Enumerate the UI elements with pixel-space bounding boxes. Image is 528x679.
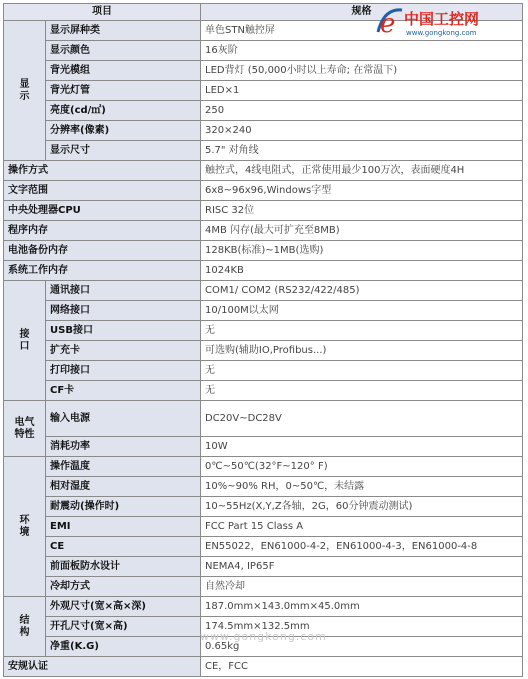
svg-text:e: e bbox=[380, 9, 396, 39]
row-value: 无 bbox=[201, 381, 523, 401]
row-label: 电池备份内存 bbox=[4, 241, 201, 261]
watermark: www.gongkong.com bbox=[200, 630, 327, 643]
table-row bbox=[4, 81, 523, 101]
row-label: 网络接口 bbox=[46, 301, 201, 321]
row-label: CE bbox=[46, 537, 201, 557]
structure-group-char: 结 bbox=[19, 614, 30, 626]
row-label: 操作方式 bbox=[4, 161, 201, 181]
display-group-text bbox=[8, 79, 41, 103]
row-value: 5.7" 对角线 bbox=[201, 141, 523, 161]
row-value: RISC 32位 bbox=[201, 201, 523, 221]
table-row bbox=[4, 181, 523, 201]
certification-label: 安规认证 bbox=[4, 657, 201, 677]
table-row bbox=[4, 161, 523, 181]
table-row bbox=[4, 477, 523, 497]
table-row bbox=[4, 41, 523, 61]
row-value: 187.0mm×143.0mm×45.0mm bbox=[201, 597, 523, 617]
table-row bbox=[4, 597, 523, 617]
row-label: 亮度(cd/㎡) bbox=[46, 101, 201, 121]
row-label: 消耗功率 bbox=[46, 437, 201, 457]
row-value: 4MB 闪存(最大可扩充至8MB) bbox=[201, 221, 523, 241]
row-value: 6x8~96x96,Windows字型 bbox=[201, 181, 523, 201]
row-value: 10/100M以太网 bbox=[201, 301, 523, 321]
row-value: 无 bbox=[201, 321, 523, 341]
row-label: 背光模组 bbox=[46, 61, 201, 81]
row-value: DC20V~DC28V bbox=[201, 401, 523, 437]
row-label: 外观尺寸(宽×高×深) bbox=[46, 597, 201, 617]
row-label: USB接口 bbox=[46, 321, 201, 341]
row-value: EN55022，EN61000-4-2，EN61000-4-3，EN61000-4-8 bbox=[201, 537, 523, 557]
row-label: 背光灯管 bbox=[46, 81, 201, 101]
certification-value: CE，FCC bbox=[201, 657, 523, 677]
table-row bbox=[4, 101, 523, 121]
structure-group-char: 构 bbox=[19, 626, 30, 638]
interface-group-char: 接 bbox=[19, 328, 30, 340]
row-value: 触控式，4线电阻式，正常使用最少100万次，表面硬度4H bbox=[201, 161, 523, 181]
table-row bbox=[4, 341, 523, 361]
electrical-group-label bbox=[4, 401, 46, 457]
table-row bbox=[4, 301, 523, 321]
spec-table bbox=[3, 3, 523, 677]
structure-group-text bbox=[8, 615, 41, 639]
row-value: 可选购(辅助IO,Profibus...) bbox=[201, 341, 523, 361]
table-row bbox=[4, 401, 523, 437]
row-label: 显示尺寸 bbox=[46, 141, 201, 161]
row-value: 自然冷却 bbox=[201, 577, 523, 597]
electrical-group-char: 特性 bbox=[14, 428, 35, 440]
row-label: 文字范围 bbox=[4, 181, 201, 201]
row-label: 相对湿度 bbox=[46, 477, 201, 497]
table-row bbox=[4, 121, 523, 141]
row-value: 128KB(标准)~1MB(选购) bbox=[201, 241, 523, 261]
row-label: 打印接口 bbox=[46, 361, 201, 381]
row-value: 单色STN触控屏 bbox=[201, 21, 523, 41]
logo-mark-icon bbox=[372, 2, 522, 42]
row-value: COM1/ COM2 (RS232/422/485) bbox=[201, 281, 523, 301]
row-value: 320×240 bbox=[201, 121, 523, 141]
spec-table-body bbox=[4, 4, 523, 677]
table-row bbox=[4, 321, 523, 341]
display-group-char: 显 bbox=[19, 78, 30, 90]
electrical-group-text bbox=[8, 417, 41, 441]
table-row bbox=[4, 577, 523, 597]
table-row bbox=[4, 241, 523, 261]
structure-group-label bbox=[4, 597, 46, 657]
logo-text: 中国工控网 bbox=[404, 10, 480, 28]
table-row bbox=[4, 261, 523, 281]
interface-group-text bbox=[8, 329, 41, 353]
row-value: 174.5mm×132.5mm bbox=[201, 617, 523, 637]
logo-url: www.gongkong.com bbox=[406, 29, 477, 37]
row-value: 10W bbox=[201, 437, 523, 457]
row-label: 开孔尺寸(宽×高) bbox=[46, 617, 201, 637]
row-value: LED背灯 (50,000小时以上寿命; 在常温下) bbox=[201, 61, 523, 81]
row-label: 中央处理器CPU bbox=[4, 201, 201, 221]
table-row bbox=[4, 281, 523, 301]
environment-group-char: 环 bbox=[19, 514, 30, 526]
row-value: 1024KB bbox=[201, 261, 523, 281]
header-spec: 规格 bbox=[201, 4, 523, 21]
row-label: EMI bbox=[46, 517, 201, 537]
table-row bbox=[4, 517, 523, 537]
table-row bbox=[4, 457, 523, 477]
interface-group-char: 口 bbox=[19, 340, 30, 352]
table-row bbox=[4, 557, 523, 577]
row-label: 前面板防水设计 bbox=[46, 557, 201, 577]
row-label: CF卡 bbox=[46, 381, 201, 401]
row-value: 0℃~50℃(32°F~120° F) bbox=[201, 457, 523, 477]
header-item: 项目 bbox=[4, 4, 201, 21]
table-row bbox=[4, 361, 523, 381]
row-value: 10%~90% RH，0~50℃，未结露 bbox=[201, 477, 523, 497]
table-row bbox=[4, 657, 523, 677]
row-value: 16灰阶 bbox=[201, 41, 523, 61]
row-label: 系统工作内存 bbox=[4, 261, 201, 281]
table-row bbox=[4, 437, 523, 457]
row-label: 显示颜色 bbox=[46, 41, 201, 61]
row-label: 操作温度 bbox=[46, 457, 201, 477]
table-row bbox=[4, 221, 523, 241]
interface-group-label bbox=[4, 281, 46, 401]
table-row bbox=[4, 61, 523, 81]
environment-group-char: 境 bbox=[19, 526, 30, 538]
row-value: LED×1 bbox=[201, 81, 523, 101]
row-value: 250 bbox=[201, 101, 523, 121]
row-value: 无 bbox=[201, 361, 523, 381]
display-group-char: 示 bbox=[19, 90, 30, 102]
row-value: 10~55Hz(X,Y,Z各轴，2G，60分钟震动测试) bbox=[201, 497, 523, 517]
row-label: 冷却方式 bbox=[46, 577, 201, 597]
row-label: 程序内存 bbox=[4, 221, 201, 241]
row-label: 显示屏种类 bbox=[46, 21, 201, 41]
table-row bbox=[4, 381, 523, 401]
row-label: 通讯接口 bbox=[46, 281, 201, 301]
table-row bbox=[4, 497, 523, 517]
environment-group-text bbox=[8, 515, 41, 539]
row-value: 0.65kg bbox=[201, 637, 523, 657]
table-row bbox=[4, 201, 523, 221]
display-group-label bbox=[4, 21, 46, 161]
row-label: 输入电源 bbox=[46, 401, 201, 437]
row-label: 净重(K.G) bbox=[46, 637, 201, 657]
electrical-group-char: 电气 bbox=[14, 416, 35, 428]
table-row bbox=[4, 537, 523, 557]
row-label: 扩充卡 bbox=[46, 341, 201, 361]
row-value: NEMA4, IP65F bbox=[201, 557, 523, 577]
logo bbox=[372, 2, 522, 42]
table-row bbox=[4, 141, 523, 161]
environment-group-label bbox=[4, 457, 46, 597]
row-label: 分辨率(像素) bbox=[46, 121, 201, 141]
row-value: FCC Part 15 Class A bbox=[201, 517, 523, 537]
row-label: 耐震动(操作时) bbox=[46, 497, 201, 517]
